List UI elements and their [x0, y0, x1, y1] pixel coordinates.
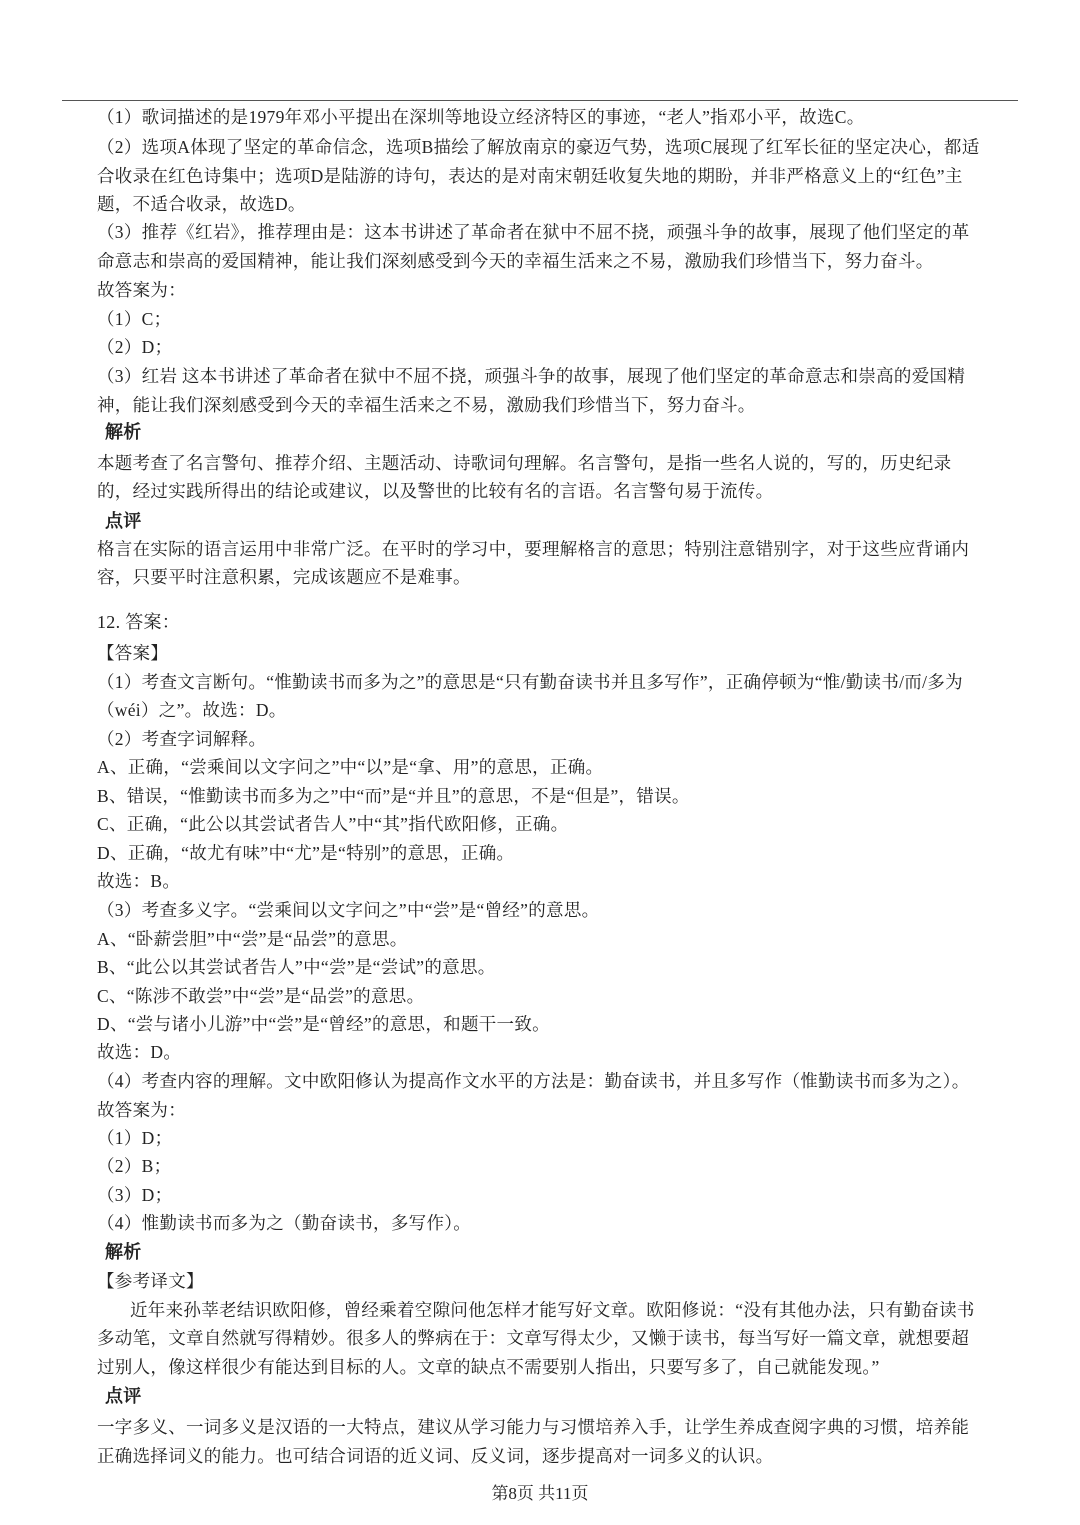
- text-line: C、正确，“此公以其尝试者告人”中“其”指代欧阳修，正确。: [97, 814, 569, 834]
- text-line: （1）D；: [97, 1128, 173, 1148]
- section-heading: 解析: [105, 1242, 142, 1262]
- text-line: 命意志和崇高的爱国精神，能让我们深刻感受到今天的幸福生活来之不易，激励我们珍惜当下，努力奋斗。: [97, 251, 934, 271]
- text-line: （4）考查内容的理解。文中欧阳修认为提高作文水平的方法是：勤奋读书，并且多写作（惟勤读书而多为之）。: [97, 1071, 970, 1091]
- section-heading: 点评: [105, 511, 142, 531]
- text-line: B、错误，“惟勤读书而多为之”中“而”是“并且”的意思，不是“但是”，错误。: [97, 786, 690, 806]
- text-line: （2）B；: [97, 1156, 172, 1176]
- text-line: （3）红岩 这本书讲述了革命者在狱中不屈不挠，顽强斗争的故事，展现了他们坚定的革命意志和崇高的爱国精: [97, 366, 966, 386]
- text-line: （wéi）之”。故选：D。: [97, 700, 287, 720]
- text-line: 题，不适合收录，故选D。: [97, 194, 306, 214]
- section-heading: 点评: [105, 1386, 142, 1406]
- text-line: B、“此公以其尝试者告人”中“尝”是“尝试”的意思。: [97, 957, 496, 977]
- text-line: （3）D；: [97, 1185, 173, 1205]
- text-line: 过别人，像这样很少有能达到目标的人。文章的缺点不需要别人指出，只要写多了，自己就能发现。”: [97, 1357, 880, 1377]
- text-line: C、“陈涉不敢尝”中“尝”是“品尝”的意思。: [97, 986, 425, 1006]
- text-line: （3）推荐《红岩》，推荐理由是：这本书讲述了革命者在狱中不屈不挠，顽强斗争的故事，展现了他们坚定的革: [97, 222, 970, 242]
- text-line: 容，只要平时注意积累，完成该题应不是难事。: [97, 567, 471, 587]
- text-line: 多动笔，文章自然就写得精妙。很多人的弊病在于：文章写得太少，又懒于读书，每当写好一篇文章，就想要超: [97, 1328, 970, 1348]
- text-line: 一字多义、一词多义是汉语的一大特点，建议从学习能力与习惯培养入手，让学生养成查阅字典的习惯，培养能: [97, 1417, 970, 1437]
- text-line: （1）歌词描述的是1979年邓小平提出在深圳等地设立经济特区的事迹，“老人”指邓小平，故选C。: [97, 107, 865, 127]
- text-line: D、“尝与诸小儿游”中“尝”是“曾经”的意思，和题干一致。: [97, 1014, 550, 1034]
- text-line: 正确选择词义的能力。也可结合词语的近义词、反义词，逐步提高对一词多义的认识。: [97, 1446, 774, 1466]
- text-line: 近年来孙莘老结识欧阳修，曾经乘着空隙问他怎样才能写好文章。欧阳修说：“没有其他办法，只有勤奋读书: [130, 1300, 975, 1320]
- header-rule: [62, 100, 1018, 101]
- text-line: 的，经过实践所得出的结论或建议，以及警世的比较有名的言语。名言警句易于流传。: [97, 481, 774, 501]
- text-line: （4）惟勤读书而多为之（勤奋读书，多写作）。: [97, 1213, 472, 1233]
- text-line: 故答案为：: [97, 1100, 186, 1120]
- text-line: （1）C；: [97, 309, 172, 329]
- page-number: 第8页 共11页: [491, 1484, 589, 1503]
- question-heading: 12. 答案：: [97, 612, 181, 632]
- text-line: （2）选项A体现了坚定的革命信念，选项B描绘了解放南京的豪迈气势，选项C展现了红军长征的坚定决心，都适: [97, 137, 980, 157]
- text-line: D、正确，“故尤有味”中“尤”是“特别”的意思，正确。: [97, 843, 515, 863]
- text-line: A、“卧薪尝胆”中“尝”是“品尝”的意思。: [97, 929, 408, 949]
- text-line: A、正确，“尝乘间以文字问之”中“以”是“拿、用”的意思，正确。: [97, 757, 604, 777]
- text-line: 格言在实际的语言运用中非常广泛。在平时的学习中，要理解格言的意思；特别注意错别字，对于这些应背诵内: [97, 539, 970, 559]
- text-line: （3）考查多义字。“尝乘间以文字问之”中“尝”是“曾经”的意思。: [97, 900, 600, 920]
- section-heading: 解析: [105, 422, 142, 442]
- text-line: 合收录在红色诗集中；选项D是陆游的诗句，表达的是对南宋朝廷收复失地的期盼，并非严格意义上的“红色”主: [97, 166, 963, 186]
- text-line: 本题考查了名言警句、推荐介绍、主题活动、诗歌词句理解。名言警句，是指一些名人说的，写的，历史纪录: [97, 453, 952, 473]
- text-line: 【答案】: [97, 643, 169, 663]
- text-line: 故答案为：: [97, 280, 186, 300]
- text-line: 【参考译文】: [97, 1271, 204, 1291]
- text-line: 故选：B。: [97, 871, 181, 891]
- text-line: （2）D；: [97, 337, 173, 357]
- text-line: （1）考查文言断句。“惟勤读书而多为之”的意思是“只有勤奋读书并且多写作”，正确停顿为“惟/勤读书/而/多为: [97, 672, 963, 692]
- text-line: 故选：D。: [97, 1042, 182, 1062]
- text-line: 神，能让我们深刻感受到今天的幸福生活来之不易，激励我们珍惜当下，努力奋斗。: [97, 395, 756, 415]
- text-line: （2）考查字词解释。: [97, 729, 267, 749]
